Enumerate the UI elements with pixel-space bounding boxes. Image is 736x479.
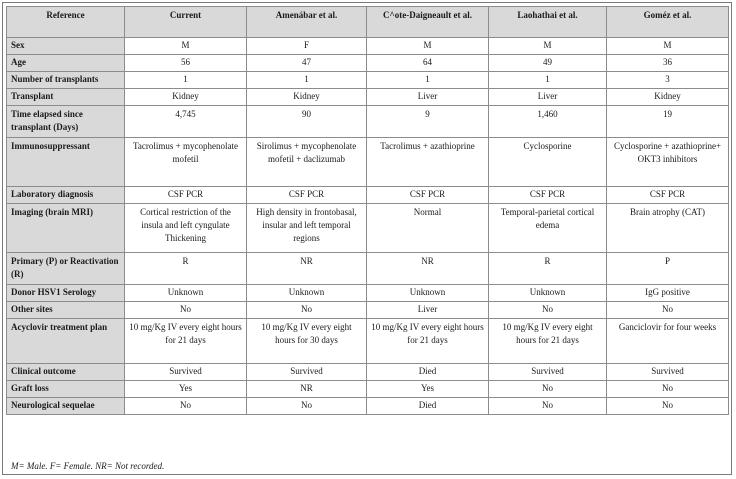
table-cell: No — [247, 302, 367, 319]
table-row — [7, 89, 729, 106]
table-cell: M — [125, 38, 247, 55]
table-footnote: M= Male. F= Female. NR= Not recorded. — [11, 461, 165, 471]
table-cell: Cortical restriction of the insula and left cyngulate Thickening — [125, 204, 247, 253]
table-cell: 4,745 — [125, 106, 247, 138]
row-label: Imaging (brain MRI) — [7, 204, 125, 253]
table-row — [7, 381, 729, 398]
table-cell: 1 — [247, 72, 367, 89]
table-cell: CSF PCR — [247, 187, 367, 204]
table-cell: CSF PCR — [367, 187, 489, 204]
row-label: Donor HSV1 Serology — [7, 285, 125, 302]
table-cell: Normal — [367, 204, 489, 253]
table-cell: 9 — [367, 106, 489, 138]
row-label: Other sites — [7, 302, 125, 319]
comparison-table — [6, 6, 729, 415]
table-cell: P — [607, 253, 729, 285]
table-cell: Kidney — [607, 89, 729, 106]
table-cell: No — [607, 381, 729, 398]
header-cell: Laohathai et al. — [489, 7, 607, 38]
table-cell: Liver — [367, 89, 489, 106]
row-label: Primary (P) or Reactivation (R) — [7, 253, 125, 285]
table-cell: NR — [247, 253, 367, 285]
row-label: Age — [7, 55, 125, 72]
table-row — [7, 187, 729, 204]
table-cell: Temporal-parietal cortical edema — [489, 204, 607, 253]
table-cell: 19 — [607, 106, 729, 138]
table-cell: 36 — [607, 55, 729, 72]
table-cell: Cyclosporine + azathioprine+ OKT3 inhibitors — [607, 138, 729, 187]
table-row — [7, 72, 729, 89]
table-cell: 1 — [367, 72, 489, 89]
table-cell: 3 — [607, 72, 729, 89]
table-cell: M — [367, 38, 489, 55]
header-cell: Reference — [7, 7, 125, 38]
table-cell: 64 — [367, 55, 489, 72]
table-cell: Brain atrophy (CAT) — [607, 204, 729, 253]
header-cell: Amenábar et al. — [247, 7, 367, 38]
table-row — [7, 302, 729, 319]
table-cell: Died — [367, 398, 489, 415]
table-cell: CSF PCR — [125, 187, 247, 204]
table-cell: Tacrolimus + azathioprine — [367, 138, 489, 187]
row-label: Acyclovir treatment plan — [7, 319, 125, 364]
row-label: Immunosuppressant — [7, 138, 125, 187]
table-cell: Unknown — [367, 285, 489, 302]
header-row — [7, 7, 729, 38]
table-cell: Sirolimus + mycophenolate mofetil + daclizumab — [247, 138, 367, 187]
table-row — [7, 398, 729, 415]
table-cell: Tacrolimus + mycophenolate mofetil — [125, 138, 247, 187]
table-cell: Cyclosporine — [489, 138, 607, 187]
table-cell: 1,460 — [489, 106, 607, 138]
table-row — [7, 138, 729, 187]
table-cell: 90 — [247, 106, 367, 138]
table-cell: 10 mg/Kg IV every eight hours for 21 days — [367, 319, 489, 364]
row-label: Clinical outcome — [7, 364, 125, 381]
table-cell: CSF PCR — [489, 187, 607, 204]
table-cell: No — [489, 398, 607, 415]
header-cell: Goméz et al. — [607, 7, 729, 38]
table-cell: 49 — [489, 55, 607, 72]
table-cell: 1 — [489, 72, 607, 89]
table-cell: Survived — [489, 364, 607, 381]
table-cell: NR — [367, 253, 489, 285]
table-row — [7, 364, 729, 381]
table-cell: IgG positive — [607, 285, 729, 302]
table-cell: Survived — [125, 364, 247, 381]
row-label: Transplant — [7, 89, 125, 106]
table-cell: M — [607, 38, 729, 55]
table-cell: No — [489, 381, 607, 398]
table-cell: 10 mg/Kg IV every eight hours for 30 days — [247, 319, 367, 364]
header-cell: C^ote-Daigneault et al. — [367, 7, 489, 38]
table-row — [7, 55, 729, 72]
table-row — [7, 204, 729, 253]
table-row — [7, 253, 729, 285]
table-row — [7, 319, 729, 364]
table-cell: Kidney — [247, 89, 367, 106]
table-cell: Liver — [367, 302, 489, 319]
table-cell: Kidney — [125, 89, 247, 106]
table-cell: No — [125, 398, 247, 415]
table-cell: Liver — [489, 89, 607, 106]
table-cell: 10 mg/Kg IV every eight hours for 21 days — [489, 319, 607, 364]
table-cell: Yes — [125, 381, 247, 398]
table-cell: No — [607, 302, 729, 319]
table-cell: CSF PCR — [607, 187, 729, 204]
table-cell: Yes — [367, 381, 489, 398]
row-label: Neurological sequelae — [7, 398, 125, 415]
table-cell: R — [125, 253, 247, 285]
table-cell: No — [125, 302, 247, 319]
table-cell: 1 — [125, 72, 247, 89]
table-cell: Ganciclovir for four weeks — [607, 319, 729, 364]
row-label: Graft loss — [7, 381, 125, 398]
table-row — [7, 106, 729, 138]
header-cell: Current — [125, 7, 247, 38]
table-cell: Unknown — [489, 285, 607, 302]
table-cell: High density in frontobasal, insular and left temporal regions — [247, 204, 367, 253]
table-cell: 56 — [125, 55, 247, 72]
table-frame — [2, 2, 732, 475]
row-label: Sex — [7, 38, 125, 55]
row-label: Laboratory diagnosis — [7, 187, 125, 204]
table-cell: No — [607, 398, 729, 415]
table-cell: R — [489, 253, 607, 285]
table-row — [7, 285, 729, 302]
table-cell: Died — [367, 364, 489, 381]
table-cell: NR — [247, 381, 367, 398]
table-cell: F — [247, 38, 367, 55]
row-label: Number of transplants — [7, 72, 125, 89]
table-cell: 47 — [247, 55, 367, 72]
row-label: Time elapsed since transplant (Days) — [7, 106, 125, 138]
table-cell: 10 mg/Kg IV every eight hours for 21 days — [125, 319, 247, 364]
table-cell: Unknown — [125, 285, 247, 302]
table-cell: Unknown — [247, 285, 367, 302]
table-cell: Survived — [607, 364, 729, 381]
table-cell: Survived — [247, 364, 367, 381]
table-cell: M — [489, 38, 607, 55]
table-row — [7, 38, 729, 55]
table-cell: No — [247, 398, 367, 415]
table-cell: No — [489, 302, 607, 319]
